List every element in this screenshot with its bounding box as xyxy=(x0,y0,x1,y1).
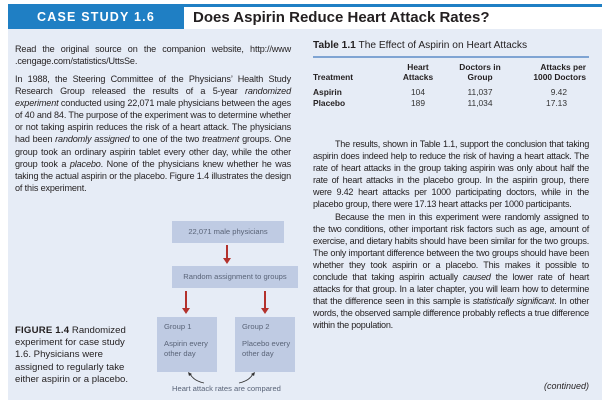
column-header: Treatment xyxy=(313,72,354,82)
discussion-text: the lower rate of heart attacks for that group. In a later chapter, you will learn how to determine that the difference seen in this sample is xyxy=(313,272,589,307)
read-source-text: Read the original source on the companion website, http://www .cengage.com/statistics/UttsSe. xyxy=(15,44,291,67)
results-paragraph: The results, shown in Table 1.1, support the conclusion that taking aspirin does indeed help to reduce the risk of having a heart attack. The rate of heart attacks in the group taking aspirin was only about half the rate of heart attacks in the placebo group. In the aspirin group, there were 9.42 heart attacks per 1000 participating doctors, while in the placebo group, there were 17.13 heart attacks per 1000 participants. xyxy=(313,139,589,210)
discussion-paragraph xyxy=(313,211,589,332)
case-study-label: CASE STUDY 1.6 xyxy=(8,4,184,29)
continued-note: (continued) xyxy=(543,381,589,391)
intro-emphasis: randomly assigned xyxy=(55,134,130,145)
group-1-box xyxy=(157,317,217,372)
table-cell: 9.42 xyxy=(550,87,567,97)
intro-paragraph xyxy=(15,73,291,194)
intro-text: In 1988, the Steering Committee of the Physicians’ Health Study Research Group released the results of a 5-year xyxy=(15,74,291,97)
group-2-title: Group 2 xyxy=(242,322,270,331)
discussion-emphasis: statistically significant xyxy=(472,296,555,307)
table-cell: Aspirin xyxy=(313,87,342,97)
figure-caption-text: Randomized experiment for case study 1.6. Physicians were assigned to regularly take either aspirin or a placebo. xyxy=(15,325,129,385)
intro-emphasis: placebo xyxy=(69,158,101,169)
discussion-emphasis: caused xyxy=(462,272,491,283)
table-cell: 104 xyxy=(411,87,425,97)
table-title xyxy=(313,40,527,51)
intro-text: groups. One group took an ordinary aspirin tablet every other day, while the other group took a xyxy=(15,134,291,169)
figure-label: FIGURE 1.4 xyxy=(15,325,70,336)
physicians-box: 22,071 male physicians xyxy=(172,221,284,243)
group-2-box xyxy=(235,317,295,372)
table-header-row xyxy=(313,62,591,87)
random-assignment-box: Random assignment to groups xyxy=(172,266,298,288)
intro-text: to one of the two xyxy=(129,134,203,145)
table-rule xyxy=(313,56,589,58)
comparison-label: Heart attack rates are compared xyxy=(172,384,281,393)
table-row xyxy=(313,87,591,98)
table-cell: Placebo xyxy=(313,97,346,108)
discussion-text: . In other words, the observed sample difference probably reflects a true difference within the population. xyxy=(313,296,589,331)
arrow-down-icon xyxy=(185,291,187,309)
group-2-text: Placebo every other day xyxy=(242,339,291,358)
arrow-down-icon xyxy=(226,245,228,259)
table-label: Table 1.1 xyxy=(313,40,356,51)
intro-emphasis: randomized experiment xyxy=(15,86,291,109)
column-header-text: Attacks per 1000 Doctors xyxy=(533,62,586,82)
data-table xyxy=(313,62,591,108)
table-title-text: The Effect of Aspirin on Heart Attacks xyxy=(355,40,528,51)
table-row xyxy=(313,98,591,109)
read-source-note xyxy=(15,43,291,67)
results-text xyxy=(313,138,589,332)
intro-emphasis: treatment xyxy=(202,134,240,145)
column-header-text: Doctors in Group xyxy=(459,62,501,82)
table-cell: 189 xyxy=(411,97,425,108)
figure-caption xyxy=(15,325,139,386)
arrow-down-icon xyxy=(264,291,266,309)
intro-text: . None of the physicians knew whether he was taking the actual aspirin or the placebo. Figure 1.4 illustrates the design of this experiment. xyxy=(15,158,292,193)
column-header xyxy=(443,62,517,87)
column-header xyxy=(517,62,591,87)
column-header xyxy=(393,62,443,87)
table-cell: 11,034 xyxy=(467,97,493,108)
group-1-title: Group 1 xyxy=(164,322,192,331)
discussion-text: Because the men in this experiment were randomly assigned to the two conditions, other important risk factors such as age, amount of exercise, and dietary habits should have been similar for the two groups. The only important difference between the two groups should have been whether they took aspirin or a placebo. This makes it possible to conclude that taking aspirin actually xyxy=(313,211,589,283)
page-title: Does Aspirin Reduce Heart Attack Rates? xyxy=(193,9,490,26)
column-header-text: Heart Attacks xyxy=(402,62,434,82)
group-1-text: Aspirin every other day xyxy=(164,339,208,358)
table-cell: 17.13 xyxy=(546,97,567,108)
intro-text: conducted using 22,071 male physicians between the ages of 40 and 84. The purpose of the experiment was to determine whether or not taking aspirin reduces the risk of a heart attack. The physicians had been xyxy=(15,98,291,145)
table-cell: 11,037 xyxy=(467,87,493,97)
